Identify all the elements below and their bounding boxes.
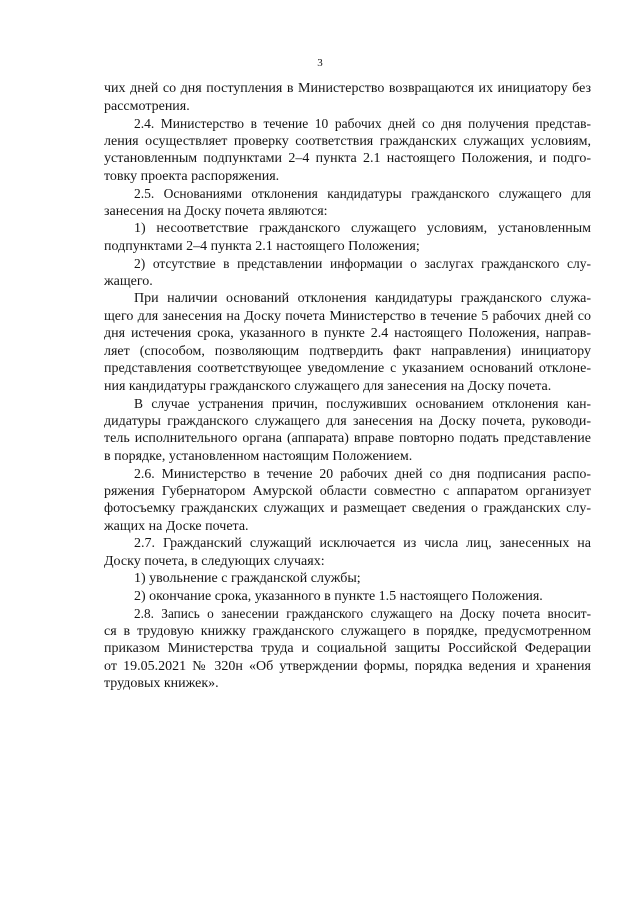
- document-body: [104, 80, 591, 693]
- text-line: 2.6. Министерство в течение 20 рабочих дней со дня подписания распо-: [134, 466, 591, 481]
- text-line: 2.7. Гражданский служащий исключается из числа лиц, занесенных на: [134, 536, 591, 551]
- text-line: 2.4. Министерство в течение 10 рабочих дней со дня получения представ-: [134, 116, 591, 131]
- text-line: товку проекта распоряжения.: [104, 168, 280, 184]
- text-line: в порядке, установленном настоящим Положением.: [104, 448, 413, 464]
- text-line: ряжения Губернатором Амурской области совместно с аппаратом организует: [104, 483, 591, 499]
- text-line: рассмотрения.: [104, 98, 190, 114]
- text-line: 2.5. Основаниями отклонения кандидатуры гражданского служащего для: [134, 186, 591, 201]
- text-line: 2.8. Запись о занесении гражданского служащего на Доску почета вносит-: [134, 606, 591, 621]
- text-line: установленным подпунктами 2–4 пункта 2.1 настоящего Положения, и подго-: [104, 151, 591, 166]
- text-line: жащих на Доске почета.: [104, 518, 249, 534]
- text-line: 2) окончание срока, указанного в пункте 1.5 настоящего Положения.: [134, 588, 543, 604]
- text-line: подпунктами 2–4 пункта 2.1 настоящего Положения;: [104, 238, 420, 254]
- text-line: жащего.: [104, 273, 153, 289]
- text-line: ления осуществляет проверку соответствия гражданских служащих условиям,: [104, 133, 591, 149]
- text-line: представления соответствующее уведомление с указанием оснований отклоне-: [104, 361, 591, 376]
- text-line: ния кандидатуры гражданского служащего для занесения на Доску почета.: [104, 378, 552, 394]
- page-number: 3: [317, 57, 323, 69]
- text-line: тель исполнительного органа (аппарата) вправе повторно подать представление: [104, 431, 591, 446]
- text-line: При наличии оснований отклонения кандидатуры гражданского служа-: [134, 291, 591, 306]
- text-line: фотосъемку гражданских служащих и размещает сведения о гражданских слу-: [104, 501, 591, 516]
- text-line: занесения на Доску почета являются:: [104, 203, 328, 219]
- text-line: щего для занесения на Доску почета Министерство в течение 5 рабочих дней со: [104, 308, 591, 324]
- text-line: Доску почета, в следующих случаях:: [104, 553, 325, 569]
- text-line: 1) увольнение с гражданской службы;: [134, 571, 361, 586]
- text-line: чих дней со дня поступления в Министерство возвращаются их инициатору без: [104, 81, 591, 96]
- text-line: дня истечения срока, указанного в пункте 2.4 настоящего Положения, направ-: [104, 326, 591, 341]
- text-line: 2) отсутствие в представлении информации о заслугах гражданского слу-: [134, 256, 591, 271]
- text-line: приказом Министерства труда и социальной защиты Российской Федерации: [104, 641, 591, 656]
- text-line: ся в трудовую книжку гражданского служащего в порядке, предусмотренном: [104, 623, 591, 639]
- text-line: 1) несоответствие гражданского служащего условиям, установленным: [134, 221, 591, 236]
- text-line: от 19.05.2021 № 320н «Об утверждении формы, порядка ведения и хранения: [104, 658, 591, 674]
- text-line: дидатуры гражданского служащего для занесения на Доску почета, руководи-: [104, 413, 591, 429]
- text-line: трудовых книжек».: [104, 676, 219, 691]
- text-line: ляет (способом, позволяющим подтвердить факт направления) инициатору: [104, 343, 591, 359]
- text-line: В случае устранения причин, послуживших основанием отклонения кан-: [134, 396, 591, 411]
